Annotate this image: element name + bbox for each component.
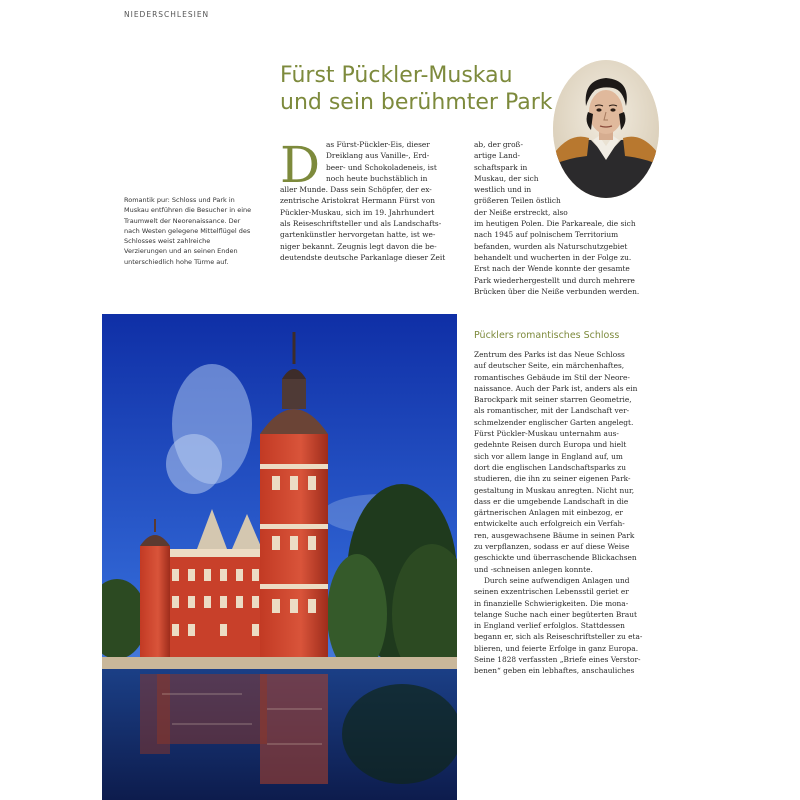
text-line: telange Suche nach einer begüterten Braut — [474, 609, 637, 619]
text-line: schaftspark in — [474, 162, 528, 172]
text-line: begann er, sich als Reiseschriftsteller zu eta- — [474, 632, 643, 642]
text-line: westlich und in — [474, 185, 532, 195]
text-line: Muskau, der sich — [474, 173, 539, 183]
drop-cap: D — [280, 136, 321, 194]
text-line: nach 1945 auf polnischem Territorium — [474, 230, 619, 240]
castle-photo — [102, 314, 457, 800]
text-line: Park wiederhergestellt und durch mehrere — [474, 275, 635, 285]
title-line-2: und sein berühmter Park — [280, 90, 553, 115]
text-line: als Reiseschriftsteller und als Landschafts- — [280, 219, 442, 229]
text-line: studieren, die ihn zu seiner eigenen Park- — [474, 474, 631, 484]
text-line: Zentrum des Parks ist das Neue Schloss — [474, 350, 625, 359]
text-line: benen“ geben ein lebhaftes, anschauliches — [474, 666, 635, 676]
article-column-1 — [280, 136, 458, 263]
text-line: der Neiße erstreckt, also — [474, 207, 568, 217]
text-line: gartenkünstler hervorgetan hatte, ist we- — [280, 230, 436, 240]
text-line: noch heute buchstäblich in — [326, 173, 428, 183]
text-line: entwickelte auch erfolgreich ein Verfah- — [474, 519, 625, 529]
text-line: sich vor allem lange in England auf, um — [474, 451, 623, 461]
text-line: aller Munde. Dass sein Schöpfer, der ex- — [280, 185, 432, 195]
text-line: im heutigen Polen. Die Parkareale, die sich — [474, 219, 636, 229]
text-line: Pückler-Muskau, sich im 19. Jahrhundert — [280, 207, 435, 217]
text-line: zentrische Aristokrat Hermann Fürst von — [280, 196, 436, 206]
text-line: als romantischer, mit der Landschaft ver- — [474, 406, 630, 416]
text-line: dass er die umgebende Landschaft in die — [474, 496, 629, 506]
text-line: auf deutscher Seite, ein märchenhaftes, — [474, 361, 625, 371]
text-line: in England verlief erfolglos. Stattdessen — [474, 621, 625, 631]
text-line: Seine 1828 verfassten „Briefe eines Verstor- — [474, 655, 641, 665]
text-line: naissance. Auch der Park ist, anders als ein — [474, 383, 638, 393]
text-line: Dreiklang aus Vanille-, Erd- — [326, 151, 430, 161]
article-column-2 — [474, 139, 656, 297]
text-line: Brücken über die Neiße verbunden werden. — [474, 286, 640, 296]
text-line: zu verpflanzen, sodass er auf diese Weise — [474, 542, 630, 552]
text-line: artige Land- — [474, 151, 521, 161]
article-column-2-continued — [474, 349, 656, 677]
text-line: befanden, wurden als Naturschutzgebiet — [474, 241, 628, 251]
section-label: NIEDERSCHLESIEN — [124, 10, 210, 19]
text-line: beer- und Schokoladeneis, ist — [326, 162, 437, 172]
text-line: gestaltung in Muskau anregten. Nicht nur, — [474, 485, 635, 495]
text-line: gärtnerischen Anlagen mit einbezog, er — [474, 508, 623, 518]
text-line: in finanzielle Schwierigkeiten. Die mona- — [474, 598, 629, 608]
text-line: deutendste deutsche Parkanlage dieser Zeit — [280, 252, 446, 262]
text-line: Erst nach der Wende konnte der gesamte — [474, 264, 630, 274]
text-line: Durch seine aufwendigen Anlagen und — [484, 575, 630, 585]
text-line: niger bekannt. Zeugnis legt davon die be- — [280, 241, 437, 251]
text-line: romantisches Gebäude im Stil der Neore- — [474, 372, 630, 382]
photo-caption: Romantik pur: Schloss und Park in Muskau entführen die Besucher in eine Traumwelt der Neorenaissance. Der nach Westen gelegene Mittelflügel des Schlosses weist zahlreiche Verzierungen und an seinen Enden unterschiedlich hohe Türme auf. — [124, 196, 252, 266]
text-line: gedehnte Reisen durch Europa und hielt — [474, 440, 627, 450]
text-line: Barockpark mit seiner starren Geometrie, — [474, 395, 632, 405]
article-title — [280, 62, 560, 116]
text-line: ab, der groß- — [474, 140, 523, 149]
text-line: as Fürst-Pückler-Eis, dieser — [326, 140, 430, 149]
text-line: dort die englischen Landschaftsparks zu — [474, 462, 626, 472]
text-line: und -schneisen anlegen konnte. — [474, 564, 593, 574]
section-subheading: Pücklers romantisches Schloss — [474, 330, 620, 341]
text-line: seinen exzentrischen Lebensstil geriet er — [474, 587, 629, 597]
text-line: ren, ausgewachsene Bäume in seinen Park — [474, 530, 635, 540]
text-line: behandelt und wucherten in der Folge zu. — [474, 252, 632, 262]
title-line-1: Fürst Pückler-Muskau — [280, 63, 513, 88]
text-line: größeren Teilen östlich — [474, 196, 561, 206]
text-line: Fürst Pückler-Muskau unternahm aus- — [474, 429, 619, 439]
text-line: schmelzender englischer Garten angelegt. — [474, 417, 634, 427]
text-line: blieren, und feierte Erfolge in ganz Europa. — [474, 643, 639, 653]
text-line: geschickte und überraschende Blickachsen — [474, 553, 637, 563]
